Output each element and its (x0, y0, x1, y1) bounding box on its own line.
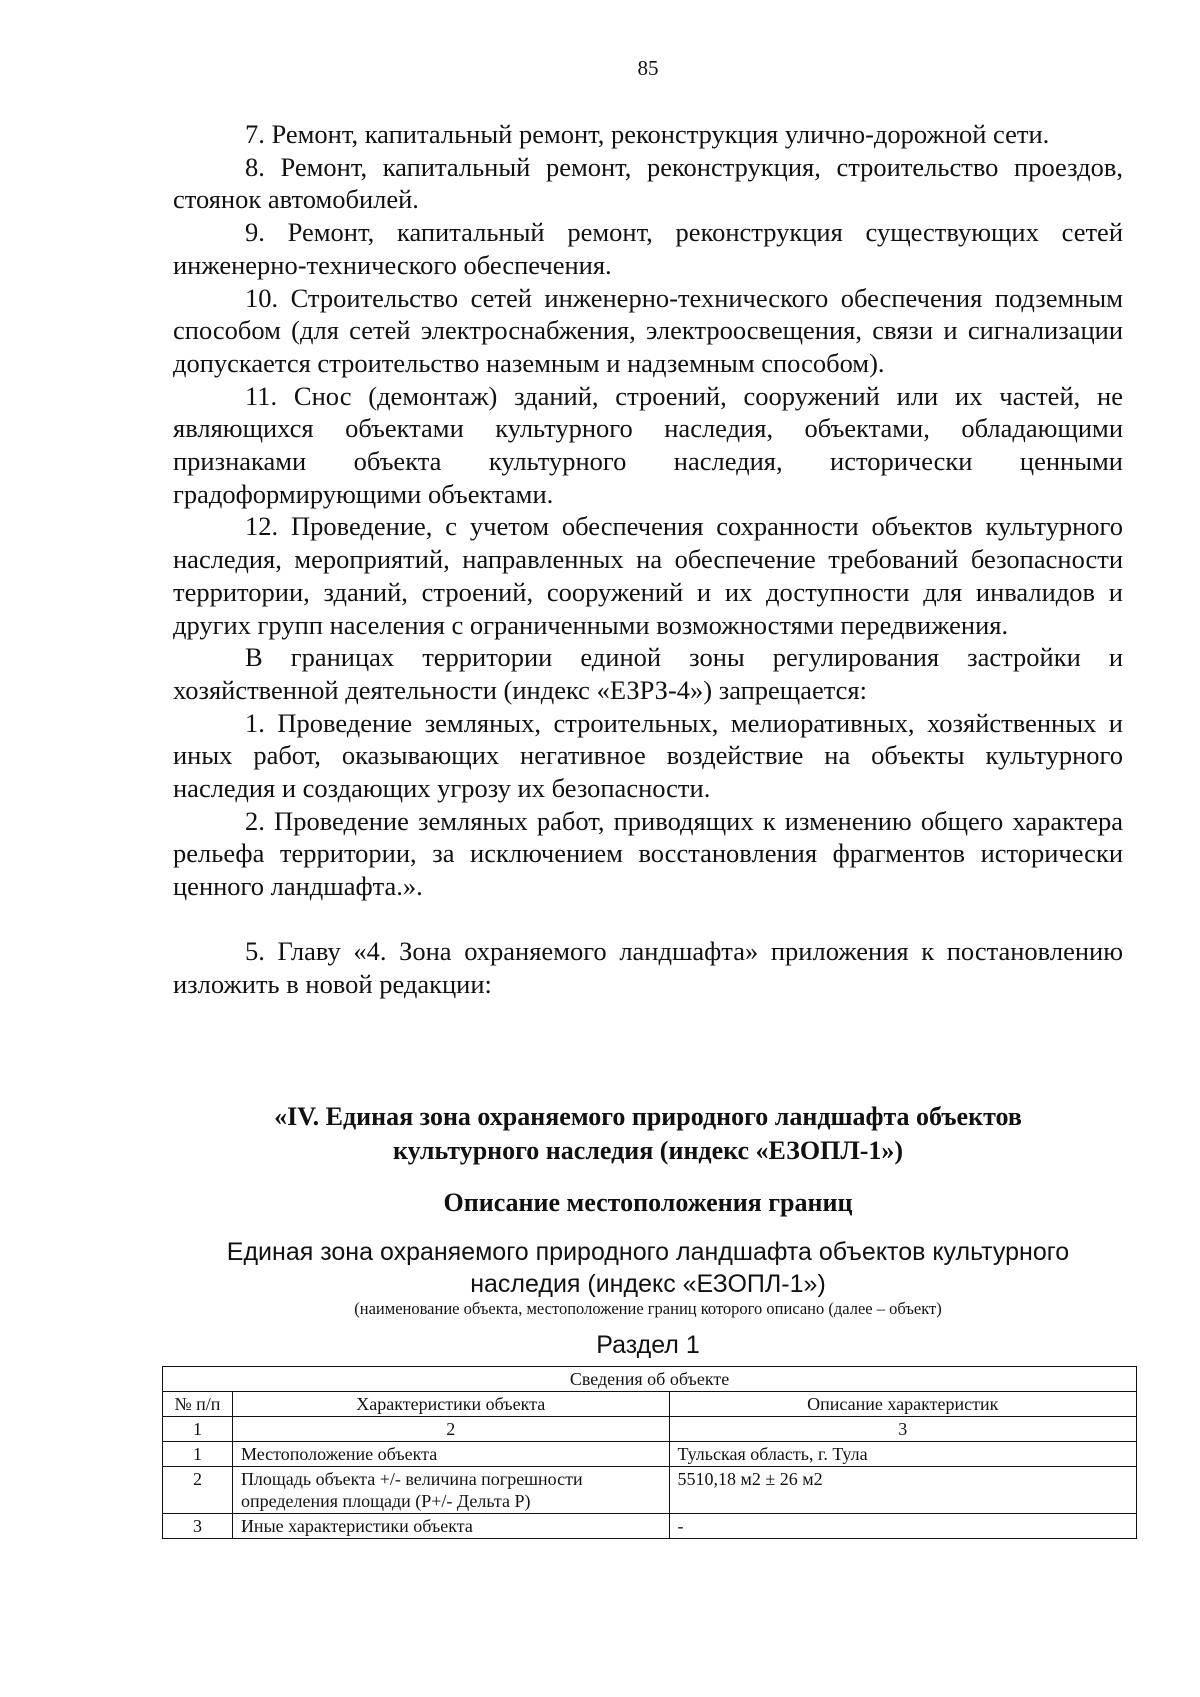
paragraph-item-8: 8. Ремонт, капитальный ремонт, реконструкция, строительство проездов, стоянок автомобилей. (173, 151, 1123, 215)
column-number-3: 3 (669, 1417, 1137, 1442)
section-title-line1: «IV. Единая зона охраняемого природного ландшафта объектов (274, 1102, 1022, 1131)
row-characteristic: Местоположение объекта (232, 1442, 669, 1467)
table-row (163, 1442, 1137, 1467)
section-title-line2: культурного наследия (индекс «ЕЗОПЛ-1») (392, 1136, 904, 1165)
row-characteristic: Площадь объекта +/- величина погрешности определения площади (P+/- Дельта P) (232, 1467, 669, 1514)
paragraph-item-10: 10. Строительство сетей инженерно-технического обеспечения подземным способом (для сетей электроснабжения, электроосвещения, связи и сигнализации допускается строительство наземным и надземным способом). (173, 282, 1123, 378)
row-number: 2 (163, 1467, 233, 1514)
column-number-2: 2 (232, 1417, 669, 1442)
table-row (163, 1514, 1137, 1539)
paragraph-item-12: 12. Проведение, с учетом обеспечения сохранности объектов культурного наследия, мероприятий, направленных на обеспечение требований безопасности территории, зданий, строений, сооружений и их доступности для инвалидов и других групп населения с ограниченными возможностями передвижения. (173, 511, 1123, 640)
table-caption: Сведения об объекте (163, 1367, 1137, 1392)
row-value: Тульская область, г. Тула (669, 1442, 1137, 1467)
row-number: 1 (163, 1442, 233, 1467)
paragraph-prohibit-2: 2. Проведение земляных работ, приводящих к изменению общего характера рельефа территории, за исключением восстановления фрагментов исторически ценного ландшафта.». (173, 805, 1123, 902)
table-row (163, 1467, 1137, 1514)
section-label: Раздел 1 (596, 1331, 700, 1359)
paragraph-item-11: 11. Снос (демонтаж) зданий, строений, сооружений или их частей, не являющихся объектами культурного наследия, объектами, обладающими признаками объекта культурного наследия, исторически ценными градоформирующими объектами. (173, 380, 1123, 509)
row-value: - (669, 1514, 1137, 1539)
object-info-table (162, 1366, 1137, 1539)
paragraph-item-9: 9. Ремонт, капитальный ремонт, реконструкция существующих сетей инженерно-технического обеспечения. (173, 217, 1123, 280)
header-characteristics: Характеристики объекта (232, 1392, 669, 1417)
paragraph-amendment-5: 5. Главу «4. Зона охраняемого ландшафта» приложения к постановлению изложить в новой редакции: (173, 935, 1123, 999)
object-name (173, 1236, 1123, 1300)
paragraph-prohibit-1: 1. Проведение земляных, строительных, мелиоративных, хозяйственных и иных работ, оказывающих негативное воздействие на объекты культурного наследия и создающих угрозу их безопасности. (173, 707, 1123, 804)
paragraph-gap (173, 903, 1123, 935)
description-title: Описание местоположения границ (443, 1188, 853, 1217)
object-name-line2: наследия (индекс «ЕЗОПЛ-1») (470, 1270, 826, 1298)
section-title (173, 1100, 1123, 1168)
object-name-line1: Единая зона охраняемого природного ландшафта объектов культурного (226, 1238, 1070, 1266)
row-number: 3 (163, 1514, 233, 1539)
column-number-1: 1 (163, 1417, 233, 1442)
row-value: 5510,18 м2 ± 26 м2 (669, 1467, 1137, 1514)
header-description: Описание характеристик (669, 1392, 1137, 1417)
row-characteristic: Иные характеристики объекта (232, 1514, 669, 1539)
header-number: № п/п (163, 1392, 233, 1417)
body-text (173, 118, 1123, 1000)
object-caption: (наименование объекта, местоположение границ которого описано (далее – объект) (354, 1299, 942, 1318)
paragraph-item-7: 7. Ремонт, капитальный ремонт, реконструкция улично-дорожной сети. (245, 119, 1050, 149)
paragraph-ezrz-intro: В границах территории единой зоны регулирования застройки и хозяйственной деятельности (индекс «ЕЗРЗ-4») запрещается: (173, 642, 1123, 705)
page-number: 85 (637, 56, 659, 80)
